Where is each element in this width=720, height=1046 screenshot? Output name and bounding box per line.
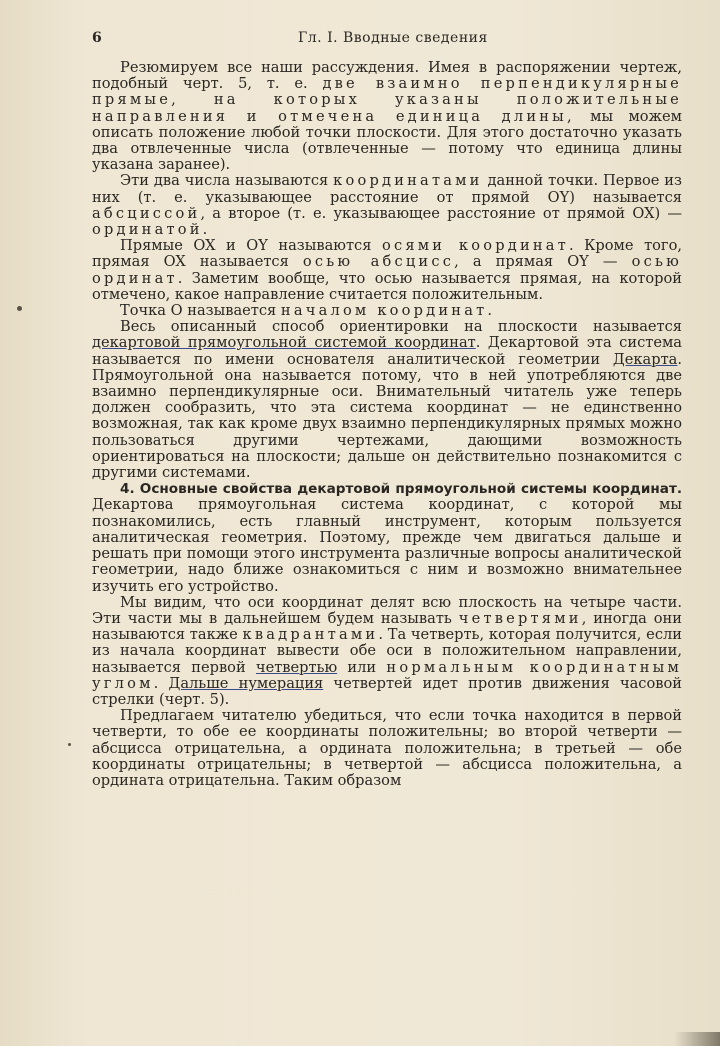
underlined-text: четвертью — [255, 658, 338, 676]
paragraph-summary — [92, 60, 682, 173]
text: , а прямая OY — — [454, 253, 632, 271]
text: . — [487, 302, 493, 320]
paragraph-signs — [92, 708, 682, 789]
spaced-text: две взаимно перпендикулярные прямые, на которых указаны положительные направления и отмечена единица длины, — [92, 75, 682, 125]
page-body — [92, 60, 682, 789]
text: Резюмируем все наши рассуждения. Имея в распоряжении чертеж, подобный черт. 5, т. е. — [92, 59, 682, 93]
text: Мы видим, что оси координат делят всю плоскость на четыре части. Эти части мы в дальнейшем будем называть — [92, 593, 682, 627]
running-title: Гл. I. Вводные сведения — [298, 30, 488, 46]
term-ordinate-axis: осью ординат — [92, 253, 682, 287]
paragraph-cartesian — [92, 319, 682, 481]
text: , а второе (т. е. указывающее расстояние от прямой OX) — — [200, 204, 682, 222]
margin-mark — [17, 306, 22, 311]
text: , иногда они называются также — [92, 609, 683, 644]
term-coordinates: координатами — [333, 172, 483, 190]
term-quadrants: квадрантами — [242, 626, 379, 644]
term-abscissa-axis: осью абсцисс — [302, 253, 455, 271]
page-header — [92, 30, 680, 50]
paragraph-axes — [92, 238, 682, 303]
paragraph-origin — [92, 303, 682, 319]
underlined-text: Дальше нумерация — [168, 674, 324, 692]
section-heading: 4. Основные свойства декартовой прямоугольной системы координат. — [120, 481, 682, 498]
text: . Кроме того, прямая OX называется — [92, 237, 682, 271]
text: Прямые OX и OY называются — [120, 237, 382, 255]
text: . Декартовой эта система называется по имени основателя аналитической геометрии — [92, 334, 683, 368]
margin-mark — [68, 743, 71, 746]
text: Весь описанный способ ориентировки на плоскости называется — [120, 318, 682, 336]
text: . Прямоугольной она называется потому, что в ней употребляются две взаимно перпендикулярные оси. Внимательный читатель уже теперь должен сообразить, что эта система координат — не единственно возможная, так как кроме двух взаимно перпендикулярных прямых можно пользоваться другими чертежами, дающими возможность ориентироваться на плоскости; дальше он действительно познакомится с другими системами. — [92, 350, 682, 482]
paragraph-quadrants — [92, 595, 682, 708]
term-ordinate: ординатой — [92, 221, 203, 239]
text: Эти два числа называются — [120, 172, 334, 190]
text: . Та четверть, которая получится, если из начала координат вывести обе оси в положительном направлении, называется первой — [92, 626, 682, 676]
term-origin: началом координат — [280, 302, 488, 320]
section-4 — [92, 481, 682, 594]
page-edge-shadow — [674, 1032, 720, 1046]
text: . Заметим вообще, что осью называется прямая, на которой отмечено, какое направление считается положительным. — [92, 269, 682, 303]
text: мы можем описать положение любой точки плоскости. Для этого достаточно указать два отвлеченные числа (отвлеченные — потому что единица длины указана заранее). — [92, 107, 682, 174]
text: . — [202, 221, 208, 239]
text: или — [337, 658, 387, 676]
underlined-text: декартовой прямоугольной системой координат — [92, 334, 476, 352]
underlined-text: Декарта — [612, 350, 678, 368]
term-normal-angle: нормальным координатным углом — [92, 658, 682, 692]
page-number: 6 — [92, 30, 102, 46]
text: Предлагаем читателю убедиться, что если точка находится в первой четверти, то обе ее координаты положительны; во второй четверти — абсцисса отрицательна, а ордината положительна; в третьей — обе координаты отрицательны; в четвертой — абсцисса положительна, а ордината отрицательна. Таким образом — [92, 707, 682, 789]
paragraph-coordinates — [92, 173, 682, 238]
text: четвертей идет против движения часовой стрелки (черт. 5). — [92, 674, 682, 708]
text: данной точки. Первое из них (т. е. указывающее расстояние от прямой OY) называется — [92, 172, 682, 206]
term-axes: осями координат — [381, 237, 569, 255]
text: Точка O называется — [120, 302, 281, 320]
text: Декартова прямоугольная система координат, с которой мы познакомились, есть главный инструмент, которым пользуется аналитическая геометрия. Поэтому, прежде чем двигаться дальше и решать при помощи этого инструмента различные вопросы аналитической геометрии, надо ближе ознакомиться с ним и возможно внимательнее изучить его устройство. — [92, 496, 682, 595]
term-quarters: четвертями — [458, 609, 582, 627]
term-abscissa: абсциссой — [92, 204, 201, 222]
text: . — [153, 674, 169, 692]
